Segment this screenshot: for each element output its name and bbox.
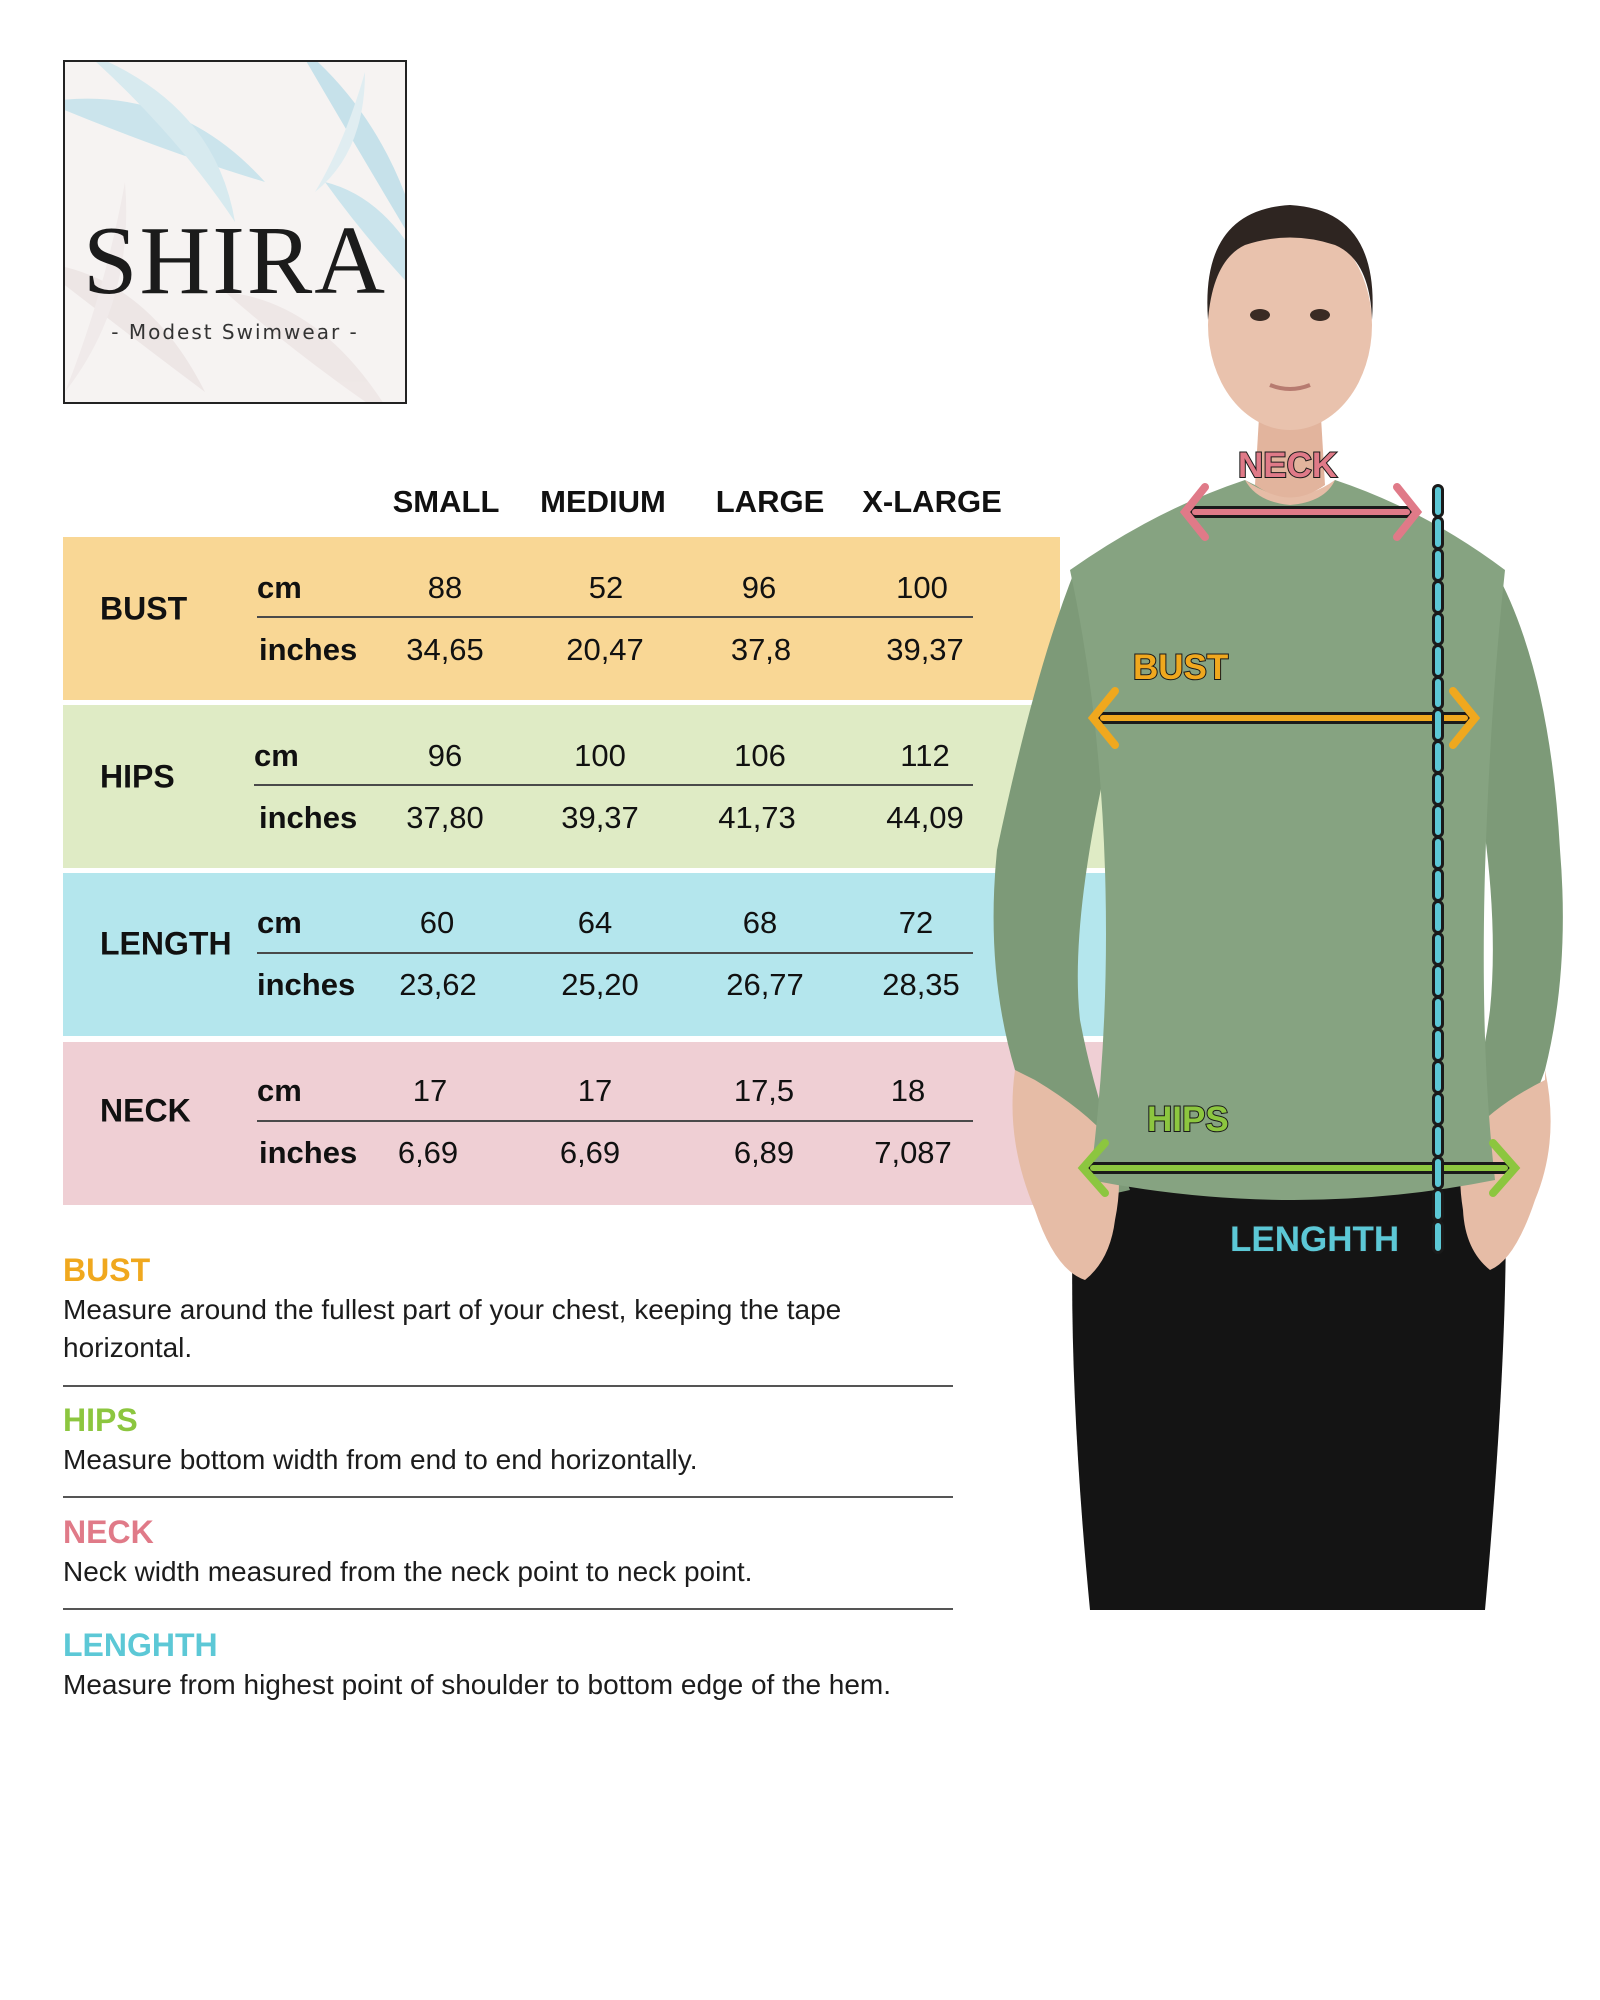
bust-explanation-text: Measure around the fullest part of your chest, keeping the tape horizontal. xyxy=(63,1294,842,1363)
model-illustration xyxy=(975,150,1600,1610)
hips-inches-small: 37,80 xyxy=(406,800,484,835)
bust-inches-unit: inches xyxy=(259,632,358,667)
hips-inches-unit: inches xyxy=(259,800,358,835)
neck-inches-large: 6,89 xyxy=(733,1135,795,1170)
length-inches-large: 26,77 xyxy=(726,967,804,1002)
model-figure xyxy=(975,150,1600,1610)
neck-inches-x-large: 7,087 xyxy=(874,1135,952,1170)
hips-label: HIPS xyxy=(100,758,175,795)
neck-explanation-text: Neck width measured from the neck point to neck point. xyxy=(63,1556,753,1587)
bust-label: BUST xyxy=(100,590,188,627)
hips-row-rule xyxy=(254,784,973,786)
neck-label: NECK xyxy=(100,1092,191,1129)
length-cm-small: 60 xyxy=(419,905,455,940)
hips-cm-unit: cm xyxy=(254,738,299,773)
length-cm-medium: 64 xyxy=(577,905,613,940)
length-inches-medium: 25,20 xyxy=(561,967,639,1002)
neck-inches-medium: 6,69 xyxy=(559,1135,621,1170)
size-header-x-large: X-LARGE xyxy=(862,484,1002,519)
size-header-large: LARGE xyxy=(715,484,825,519)
explanation-divider xyxy=(63,1385,953,1387)
bust-inches-x-large: 39,37 xyxy=(886,632,964,667)
size-header-medium: MEDIUM xyxy=(540,484,666,519)
bust-cm-small: 88 xyxy=(427,570,463,605)
neck-cm-unit: cm xyxy=(257,1073,302,1108)
neck-explanation-title: NECK xyxy=(63,1514,154,1550)
neck-inches-small: 6,69 xyxy=(397,1135,459,1170)
neck-cm-x-large: 18 xyxy=(890,1073,926,1108)
size-header-small: SMALL xyxy=(392,484,500,519)
bust-inches-large: 37,8 xyxy=(730,632,792,667)
length-annotation-label: LENGHTH xyxy=(1230,1220,1400,1259)
hips-cm-small: 96 xyxy=(427,738,463,773)
length-label: LENGTH xyxy=(100,925,232,962)
length-cm-x-large: 72 xyxy=(898,905,934,940)
neck-annotation-label: NECK xyxy=(1238,446,1338,485)
bust-row-rule xyxy=(257,616,973,618)
length-inches-small: 23,62 xyxy=(399,967,477,1002)
explanation-divider xyxy=(63,1608,953,1610)
hips-cm-x-large: 112 xyxy=(900,738,950,773)
neck-cm-medium: 17 xyxy=(577,1073,613,1108)
length-inches-x-large: 28,35 xyxy=(882,967,960,1002)
hips-cm-large: 106 xyxy=(734,738,786,773)
hips-annotation-label: HIPS xyxy=(1147,1100,1229,1139)
bust-annotation-label: BUST xyxy=(1133,648,1229,687)
length-explanation-title: LENGHTH xyxy=(63,1627,218,1663)
bust-inches-medium: 20,47 xyxy=(566,632,644,667)
length-inches-unit: inches xyxy=(257,967,356,1002)
neck-cm-small: 17 xyxy=(412,1073,448,1108)
neck-band xyxy=(63,1042,1115,1205)
brand-tagline: - Modest Swimwear - xyxy=(111,320,359,344)
neck-inches-unit: inches xyxy=(259,1135,358,1170)
hips-explanation-text: Measure bottom width from end to end horizontally. xyxy=(63,1444,698,1475)
length-cm-unit: cm xyxy=(257,905,302,940)
hips-inches-large: 41,73 xyxy=(718,800,796,835)
hips-cm-medium: 100 xyxy=(574,738,626,773)
length-cm-large: 68 xyxy=(742,905,778,940)
bust-cm-large: 96 xyxy=(741,570,777,605)
bust-cm-x-large: 100 xyxy=(896,570,948,605)
brand-logo xyxy=(63,60,407,404)
length-explanation-text: Measure from highest point of shoulder to bottom edge of the hem. xyxy=(63,1669,892,1700)
hips-band xyxy=(63,705,1128,868)
brand-name: SHIRA xyxy=(82,207,388,315)
neck-row-rule xyxy=(257,1120,973,1122)
hips-inches-medium: 39,37 xyxy=(561,800,639,835)
bust-explanation-title: BUST xyxy=(63,1252,151,1288)
bust-cm-unit: cm xyxy=(257,570,302,605)
bust-band xyxy=(63,537,1060,700)
bust-cm-medium: 52 xyxy=(588,570,624,605)
length-row-rule xyxy=(257,952,973,954)
hips-explanation-title: HIPS xyxy=(63,1402,138,1438)
bust-inches-small: 34,65 xyxy=(406,632,484,667)
hips-inches-x-large: 44,09 xyxy=(886,800,964,835)
explanation-divider xyxy=(63,1496,953,1498)
neck-cm-large: 17,5 xyxy=(733,1073,795,1108)
